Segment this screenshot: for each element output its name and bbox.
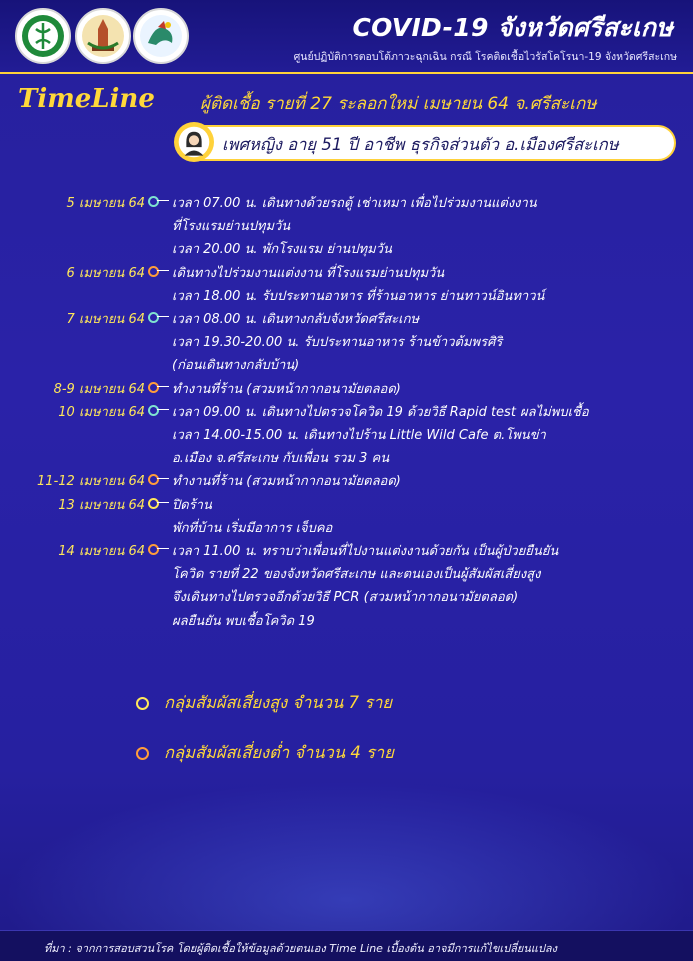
yellow-bullet-icon — [136, 697, 149, 710]
timeline-connector — [157, 548, 169, 549]
timeline-connector — [157, 316, 169, 317]
timeline-row — [0, 584, 693, 606]
timeline-text: เวลา 08.00 น. เดินทางกลับจังหวัดศรีสะเกษ — [172, 312, 420, 327]
timeline-row — [0, 352, 693, 374]
timeline-date: 14 เมษายน 64 — [58, 544, 145, 559]
timeline-connector — [157, 478, 169, 479]
timeline-row — [0, 260, 693, 282]
timeline-date: 10 เมษายน 64 — [58, 404, 145, 420]
timeline-dot-icon — [148, 498, 159, 509]
timeline-text: ผลยืนยัน พบเชื้อโควิด 19 — [172, 613, 315, 629]
timeline-row — [0, 213, 693, 235]
timeline-text: ทำงานที่ร้าน (สวมหน้ากากอนามัยตลอด) — [172, 474, 401, 490]
timeline-text: ทำงานที่ร้าน (สวมหน้ากากอนามัยตลอด) — [172, 381, 401, 397]
timeline-row — [0, 515, 693, 537]
patient-profile — [176, 125, 676, 161]
sisaket-province-seal — [75, 8, 131, 64]
timeline-dot-icon — [148, 196, 159, 207]
timeline-text: ปิดร้าน — [172, 497, 212, 513]
timeline-row — [0, 399, 693, 421]
provincial-health-office-logo — [133, 8, 189, 64]
low-risk-text: กลุ่มสัมผัสเสี่ยงต่ำ จำนวน 4 ราย — [164, 743, 394, 762]
timeline-connector — [157, 386, 169, 387]
timeline-connector — [157, 270, 169, 271]
timeline-row — [0, 376, 693, 398]
timeline-row — [0, 468, 693, 490]
timeline-connector — [157, 200, 169, 201]
timeline-title: TimeLine — [18, 84, 155, 114]
timeline-text: เวลา 20.00 น. พักโรงแรม ย่านปทุมวัน — [172, 242, 392, 258]
ministry-of-public-health-logo — [15, 8, 71, 64]
woman-avatar-icon — [174, 122, 214, 162]
timeline-dot-icon — [148, 266, 159, 277]
header-band — [0, 0, 693, 74]
timeline-row — [0, 561, 693, 583]
timeline-date: 8-9 เมษายน 64 — [53, 381, 145, 397]
timeline-text: อ.เมือง จ.ศรีสะเกษ กับเพื่อน รวม 3 คน — [172, 451, 390, 467]
timeline-dot-icon — [148, 382, 159, 393]
timeline-row — [0, 538, 693, 560]
timeline-dot-icon — [148, 312, 159, 323]
footer — [0, 930, 693, 961]
timeline-text: เวลา 11.00 น. ทราบว่าเพื่อนที่ไปงานแต่งงานด้วยกัน เป็นผู้ป่วยยืนยัน — [172, 544, 559, 559]
timeline-connector — [157, 502, 169, 503]
timeline-date: 11-12 เมษายน 64 — [37, 474, 145, 490]
timeline-row — [0, 492, 693, 514]
timeline-text: เวลา 09.00 น. เดินทางไปตรวจโควิด 19 ด้วยวิธี Rapid test ผลไม่พบเชื้อ — [172, 404, 589, 420]
timeline-row — [0, 306, 693, 328]
case-heading: ผู้ติดเชื้อ รายที่ 27 ระลอกใหม่ เมษายน 64 จ.ศรีสะเกษ — [200, 94, 597, 114]
timeline-text: เวลา 07.00 น. เดินทางด้วยรถตู้ เช่าเหมา เพื่อไปร่วมงานแต่งงาน — [172, 196, 537, 211]
profile-text: เพศหญิง อายุ 51 ปี อาชีพ ธุรกิจส่วนตัว อ.เมืองศรีสะเกษ — [222, 135, 619, 154]
timeline-row — [0, 329, 693, 351]
timeline-dot-icon — [148, 474, 159, 485]
timeline-text: เวลา 18.00 น. รับประทานอาหาร ที่ร้านอาหาร ย่านทาวน์อินทาวน์ — [172, 288, 545, 304]
timeline-date: 6 เมษายน 64 — [66, 265, 145, 281]
timeline-row — [0, 236, 693, 258]
timeline-row — [0, 190, 693, 212]
high-risk-text: กลุ่มสัมผัสเสี่ยงสูง จำนวน 7 ราย — [164, 693, 393, 712]
timeline-dot-icon — [148, 405, 159, 416]
timeline-dot-icon — [148, 544, 159, 555]
timeline-text: (ก่อนเดินทางกลับบ้าน) — [172, 358, 300, 374]
header-title: COVID-19 จังหวัดศรีสะเกษ — [352, 13, 673, 42]
timeline-date: 5 เมษายน 64 — [66, 196, 145, 211]
timeline-text: เวลา 14.00-15.00 น. เดินทางไปร้าน Little Wild Cafe ต.โพนข่า — [172, 428, 546, 443]
timeline-text: เวลา 19.30-20.00 น. รับประทานอาหาร ร้านข้าวต้มพรศิริ — [172, 335, 503, 351]
timeline-text: พักที่บ้าน เริ่มมีอาการ เจ็บคอ — [172, 520, 333, 536]
timeline-date: 7 เมษายน 64 — [66, 312, 145, 327]
timeline-row — [0, 608, 693, 630]
timeline-row — [0, 422, 693, 444]
decorative-glow — [0, 780, 693, 930]
timeline-text: จึงเดินทางไปตรวจอีกด้วยวิธี PCR (สวมหน้ากากอนามัยตลอด) — [172, 590, 519, 606]
timeline-date: 13 เมษายน 64 — [58, 497, 145, 513]
footer-source-text: ที่มา : จากการสอบสวนโรค โดยผู้ติดเชื้อให้ข้อมูลด้วยตนเอง Time Line เบื้องต้น อาจมีการแก้ไขเปลี่ยนแปลง — [44, 942, 557, 955]
header-subtitle: ศูนย์ปฏิบัติการตอบโต้ภาวะฉุกเฉิน กรณี โรคติดเชื้อไวรัสโคโรนา-19 จังหวัดศรีสะเกษ — [293, 51, 677, 63]
timeline-text: เดินทางไปร่วมงานแต่งงาน ที่โรงแรมย่านปทุมวัน — [172, 265, 445, 281]
timeline-connector — [157, 409, 169, 410]
orange-bullet-icon — [136, 747, 149, 760]
timeline-row — [0, 283, 693, 305]
timeline-text: ที่โรงแรมย่านปทุมวัน — [172, 219, 291, 235]
timeline-text: โควิด รายที่ 22 ของจังหวัดศรีสะเกษ และตนเองเป็นผู้สัมผัสเสี่ยงสูง — [172, 567, 541, 583]
timeline-row — [0, 445, 693, 467]
